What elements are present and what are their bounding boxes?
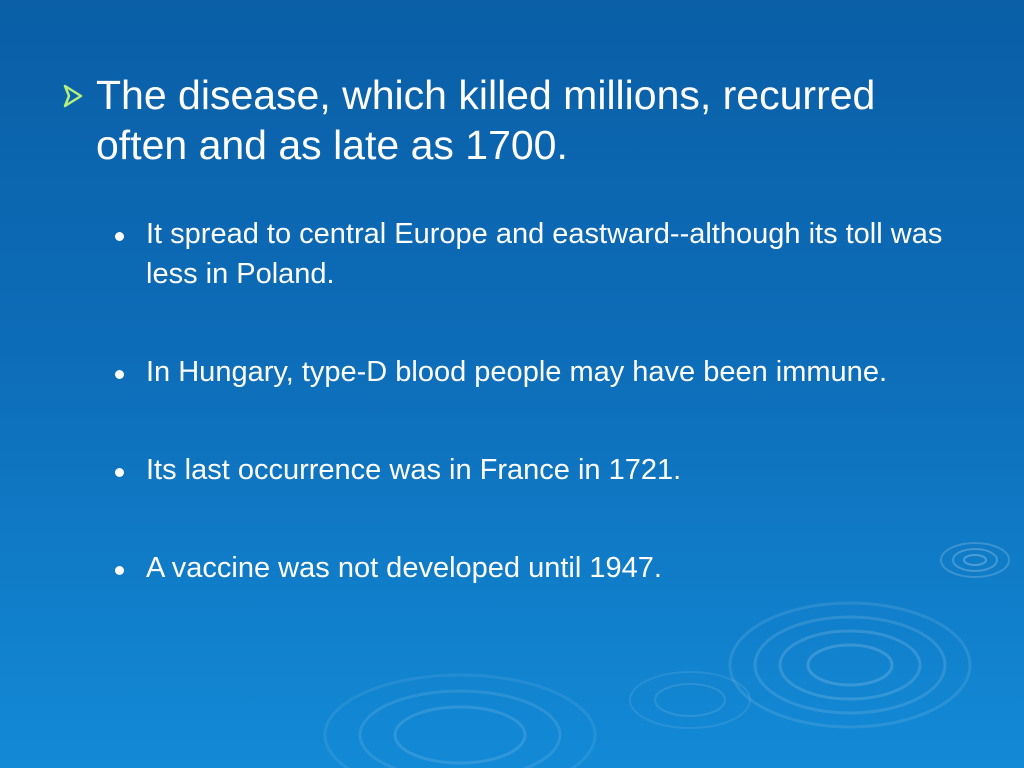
- sub-bullet-text: In Hungary, type-D blood people may have been immune.: [146, 356, 888, 388]
- sub-bullet: [112, 450, 992, 490]
- sub-bullet-text: It spread to central Europe and eastward--although its toll was less in Poland.: [146, 218, 943, 290]
- sub-bullet-text: Its last occurrence was in France in 1721.: [146, 454, 682, 486]
- sub-bullet: [112, 214, 992, 294]
- dot-bullet-icon: [112, 548, 146, 588]
- sub-bullet-list: [112, 214, 992, 588]
- dot-bullet-icon: [112, 352, 146, 392]
- sub-bullet: [112, 352, 992, 392]
- dot-bullet-icon: [112, 450, 146, 490]
- main-bullet-text: The disease, which killed millions, recurred often and as late as 1700.: [96, 72, 876, 168]
- sub-bullet-text: A vaccine was not developed until 1947.: [146, 552, 662, 584]
- arrow-bullet-icon: [62, 84, 96, 113]
- sub-bullet: [112, 548, 992, 588]
- dot-bullet-icon: [112, 214, 146, 254]
- main-bullet: [62, 70, 962, 170]
